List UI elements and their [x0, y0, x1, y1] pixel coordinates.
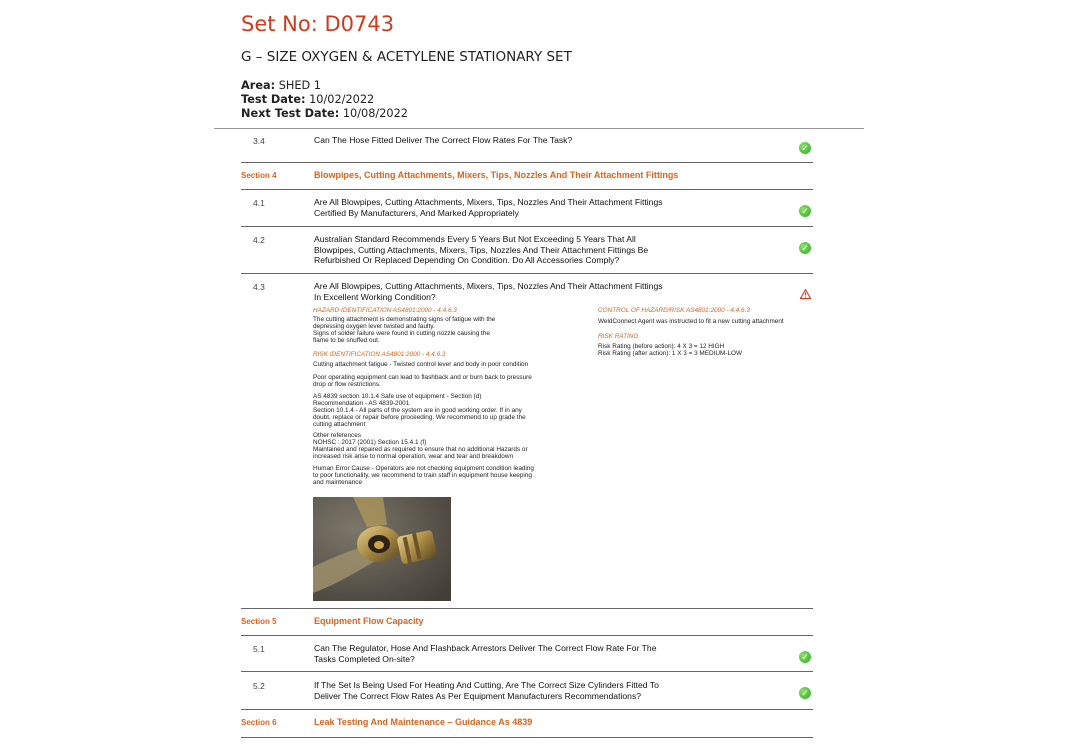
question-number: 5.1 — [253, 644, 265, 654]
next-test-date-line — [241, 107, 408, 120]
risk-text: Poor operating equipment can lead to flashback and or burn back to pressure drop or flow restrictions. — [313, 374, 532, 388]
question-line: If The Set Is Being Used For Heating And Cutting, Are The Correct Size Cylinders Fitted To — [314, 680, 659, 690]
control-text: WeldConnect Agent was instructed to fit a new cutting attachment — [598, 318, 784, 325]
risk-text: AS 4839 section 10.1.4 Safe use of equipment - Section (d) Recommendation - AS 4839-2001 Section 10.1.4 - All parts of the system are in good working order. If in any doubt, replace or repair before proceeding. We recommend to up grade the cutting attachment — [313, 393, 526, 428]
equipment-photo — [313, 497, 451, 601]
question-line: Certified By Manufacturers, And Marked Appropriately — [314, 207, 519, 218]
section-title: Equipment Flow Capacity — [314, 616, 424, 626]
warning-triangle-icon — [800, 289, 811, 302]
row-divider — [241, 709, 813, 710]
section-label: Section 6 — [241, 718, 277, 727]
check-circle-icon: ✓ — [799, 205, 811, 217]
section-label: Section 4 — [241, 171, 277, 180]
row-divider — [241, 635, 813, 636]
section-label: Section 5 — [241, 617, 277, 626]
question-line: In Excellent Working Condition? — [314, 291, 436, 302]
row-divider — [241, 273, 813, 274]
question-line: Australian Standard Recommends Every 5 Years But Not Exceeding 5 Years That All — [314, 234, 636, 244]
question-line: Tasks Completed On-site? — [314, 653, 415, 664]
question-number: 4.2 — [253, 235, 265, 245]
question-line: Blowpipes, Cutting Attachments, Mixers, Tips, Nozzles And Their Attachment Fittings Be — [314, 244, 649, 255]
check-circle-icon: ✓ — [799, 142, 811, 154]
risk-heading: RISK IDENTIFICATION AS4801:2000 - 4.4.6.3 — [313, 351, 446, 358]
risk-text: Human Error Cause - Operators are not checking equipment condition leading to poor functionality, we recommend to train staff in equipment house keeping and maintenance — [313, 465, 534, 486]
question-text — [314, 234, 694, 266]
test-date-label: Test Date: — [241, 93, 306, 106]
question-line: Deliver The Correct Flow Rates As Per Equipment Manufacturers Recommendations? — [314, 690, 642, 701]
hazard-heading: HAZARD IDENTIFICATION AS4801:2000 - 4.4.6.3 — [313, 307, 457, 314]
test-date-value: 10/02/2022 — [309, 93, 375, 106]
question-text — [314, 680, 694, 701]
row-divider — [241, 608, 813, 609]
question-number: 4.1 — [253, 198, 265, 208]
header-divider — [214, 128, 864, 129]
question-number: 4.3 — [253, 282, 265, 292]
question-line: Are All Blowpipes, Cutting Attachments, Mixers, Tips, Nozzles And Their Attachment Fittings — [314, 281, 663, 291]
question-line: Can The Regulator, Hose And Flashback Arrestors Deliver The Correct Flow Rate For The — [314, 643, 657, 653]
next-test-date-label: Next Test Date: — [241, 107, 340, 120]
risk-text: Cutting attachment fatigue - Twisted control lever and body in poor condition — [313, 361, 529, 368]
set-number: Set No: D0743 — [241, 12, 395, 36]
hazard-text: The cutting attachment is demonstrating signs of fatigue with the depressing oxygen lever twisted and faulty. Signs of solder failure were found in cutting nozzle causing the flame to be snuffed out. — [313, 316, 496, 344]
question-number: 5.2 — [253, 681, 265, 691]
question-text: Can The Hose Fitted Deliver The Correct Flow Rates For The Task? — [314, 135, 573, 145]
next-test-date-value: 10/08/2022 — [342, 107, 408, 120]
area-line — [241, 79, 321, 92]
risk-text: Other references NOHSC : 2017 (2001) Section 15.4.1 (f) Maintained and repaired as required to ensure that no additional Hazards or increased risk arise to normal operation, wear and tear and breakdown — [313, 432, 528, 460]
check-circle-icon: ✓ — [799, 242, 811, 254]
row-divider — [241, 671, 813, 672]
row-divider — [241, 162, 813, 163]
question-line: Refurbished Or Replaced Depending On Condition. Do All Accessories Comply? — [314, 255, 620, 266]
question-line: Are All Blowpipes, Cutting Attachments, Mixers, Tips, Nozzles And Their Attachment Fittings — [314, 197, 663, 207]
risk-rating-text: Risk Rating (before action): 4 X 3 = 12 HIGH Risk Rating (after action): 1 X 3 = 3 MEDIUM-LOW — [598, 343, 743, 357]
row-divider — [241, 189, 813, 190]
section-title: Leak Testing And Maintenance – Guidance As 4839 — [314, 717, 533, 727]
check-circle-icon: ✓ — [799, 651, 811, 663]
row-divider — [241, 226, 813, 227]
row-divider — [241, 737, 813, 738]
check-circle-icon: ✓ — [799, 687, 811, 699]
area-value: SHED 1 — [278, 79, 321, 92]
question-text — [314, 197, 694, 218]
section-title: Blowpipes, Cutting Attachments, Mixers, Tips, Nozzles And Their Attachment Fittings — [314, 170, 679, 180]
document-title: G – SIZE OXYGEN & ACETYLENE STATIONARY SET — [241, 49, 572, 65]
question-text — [314, 281, 694, 302]
question-number: 3.4 — [253, 136, 265, 146]
control-heading: CONTROL OF HAZARD/RISK AS4801:2000 - 4.4.6.3 — [598, 307, 750, 314]
question-text — [314, 643, 694, 664]
area-label: Area: — [241, 79, 276, 92]
risk-rating-heading: RISK RATING — [598, 333, 639, 340]
test-date-line — [241, 93, 374, 106]
